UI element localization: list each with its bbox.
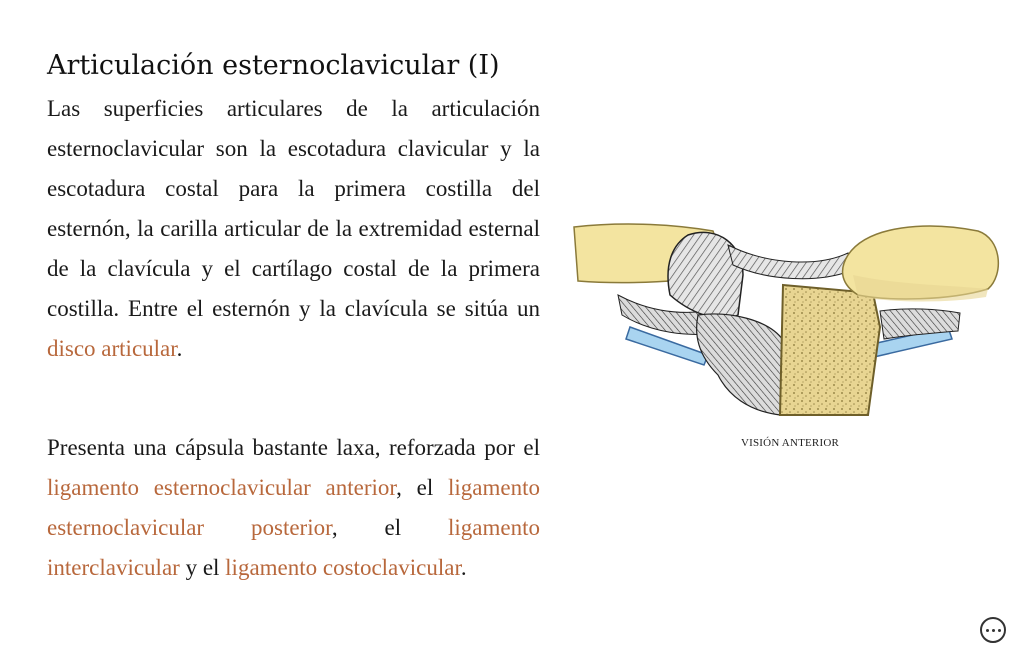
dot (992, 629, 995, 632)
link-disco-articular[interactable]: disco articular (47, 336, 177, 361)
link-ligamento-costoclavicular[interactable]: ligamento costoclavicular (225, 555, 461, 580)
link-ligamento-interclavicular[interactable]: ligamento interclavicular (47, 515, 540, 580)
paragraph-text: , el (331, 515, 449, 540)
paragraph-text: , el (396, 475, 449, 500)
paragraph-text: y el (179, 555, 226, 580)
paragraph-text: Las superficies articulares de la articulación esternoclavicular son la escotadura clavicular y la escotadura costal para la primera costilla del esternón, la carilla articular de la extremidad esternal de la clavícula y el cartílago costal de la primera costilla. Entre el esternón y la clavícula se sitúa un (47, 96, 540, 321)
sternoclavicular-joint-illustration (568, 215, 1004, 425)
paragraph-surfaces (47, 89, 540, 369)
paragraph-text: Presenta una cápsula bastante laxa, reforzada por el (47, 435, 540, 460)
link-ligamento-posterior[interactable]: ligamento esternoclavicular posterior (47, 475, 540, 540)
dot (986, 629, 989, 632)
link-ligamento-anterior[interactable]: ligamento esternoclavicular anterior (47, 475, 397, 500)
figure-caption: VISIÓN ANTERIOR (740, 437, 840, 449)
dot (998, 629, 1001, 632)
paragraph-text: . (176, 336, 183, 361)
paragraph-text: . (460, 555, 467, 580)
page-title: Articulación esternoclavicular (I) (47, 50, 500, 82)
paragraph-capsule (47, 428, 540, 588)
more-options-icon[interactable] (980, 617, 1006, 643)
